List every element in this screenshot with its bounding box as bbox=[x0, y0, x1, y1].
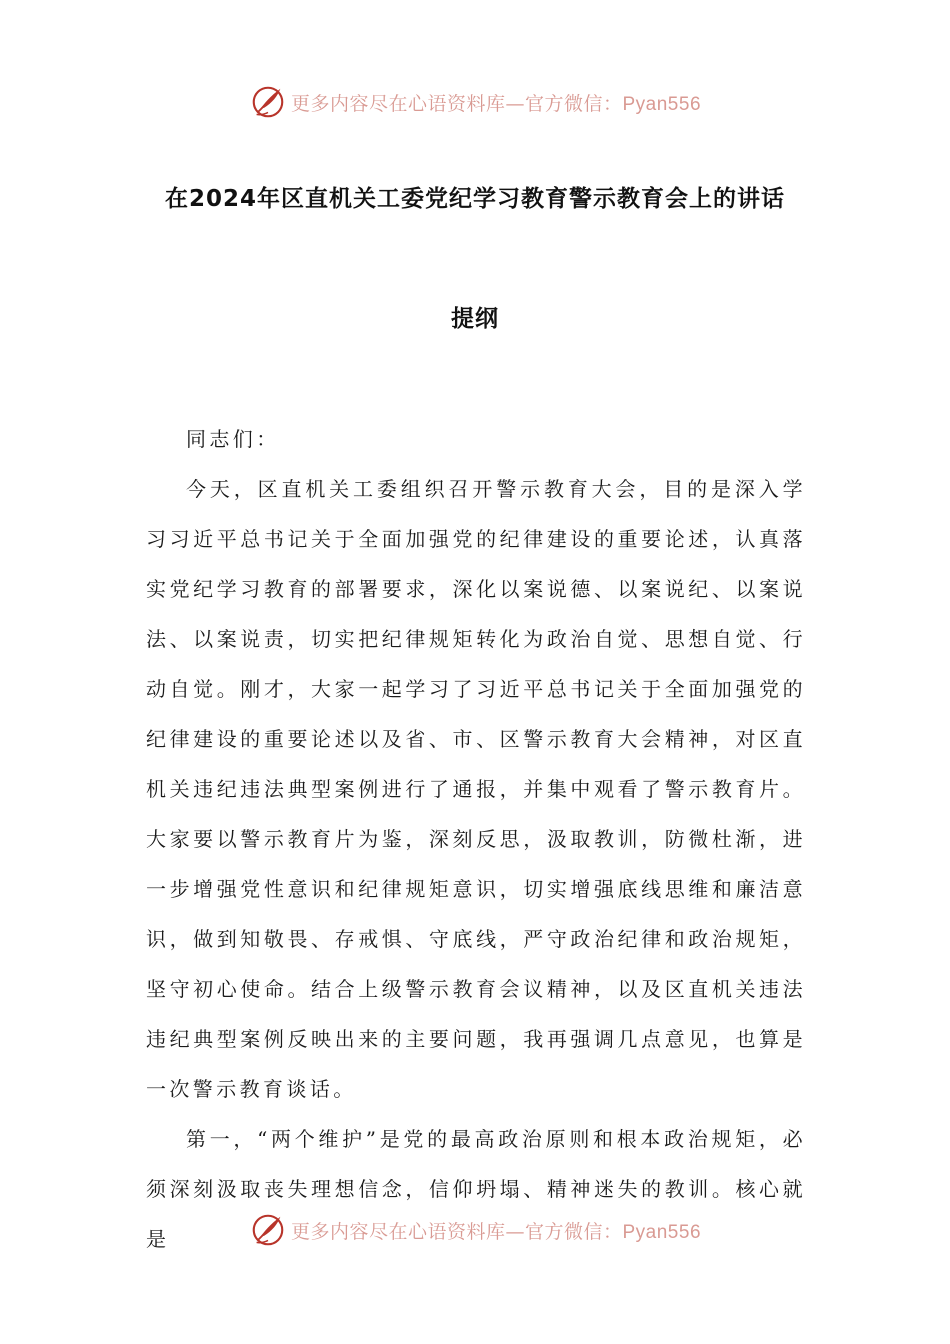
document-body bbox=[146, 414, 806, 1264]
banner-text bbox=[291, 1217, 701, 1244]
banner-text-cn: 更多内容尽在心语资料库—官方微信： bbox=[290, 92, 623, 115]
quill-pen-logo-icon bbox=[249, 83, 287, 121]
footer-banner bbox=[0, 1210, 950, 1250]
banner-wechat-id: Pyan556 bbox=[622, 93, 702, 115]
document-title: 在2024年区直机关工委党纪学习教育警示教育会上的讲话 bbox=[164, 186, 785, 212]
document-title-continued: 提纲 bbox=[451, 306, 499, 332]
banner-wechat-id: Pyan556 bbox=[622, 1221, 702, 1243]
banner-text-cn: 更多内容尽在心语资料库—官方微信： bbox=[290, 1220, 623, 1243]
paragraph-intro: 今天，区直机关工委组织召开警示教育大会，目的是深入学习习近平总书记关于全面加强党的纪律建设的重要论述，认真落实党纪学习教育的部署要求，深化以案说德、以案说纪、以案说法、以案说责，切实把纪律规矩转化为政治自觉、思想自觉、行动自觉。刚才，大家一起学习了习近平总书记关于全面加强党的纪律建设的重要论述以及省、市、区警示教育大会精神，对区直机关违纪违法典型案例进行了通报，并集中观看了警示教育片。大家要以警示教育片为鉴，深刻反思，汲取教训，防微杜渐，进一步增强党性意识和纪律规矩意识，切实增强底线思维和廉洁意识，做到知敬畏、存戒惧、守底线，严守政治纪律和政治规矩，坚守初心使命。结合上级警示教育会议精神，以及区直机关违法违纪典型案例反映出来的主要问题，我再强调几点意见，也算是一次警示教育谈话。 bbox=[146, 477, 806, 1101]
banner-text bbox=[291, 89, 701, 116]
paragraph-first-point: 第一，“两个维护”是党的最高政治原则和根本政治规矩，必须深刻汲取丧失理想信念，信仰坍塌、精神迷失的教训。核心就是 bbox=[146, 1127, 806, 1251]
salutation: 同志们： bbox=[186, 427, 280, 451]
header-banner bbox=[0, 82, 950, 122]
quill-pen-logo-icon bbox=[249, 1211, 287, 1249]
